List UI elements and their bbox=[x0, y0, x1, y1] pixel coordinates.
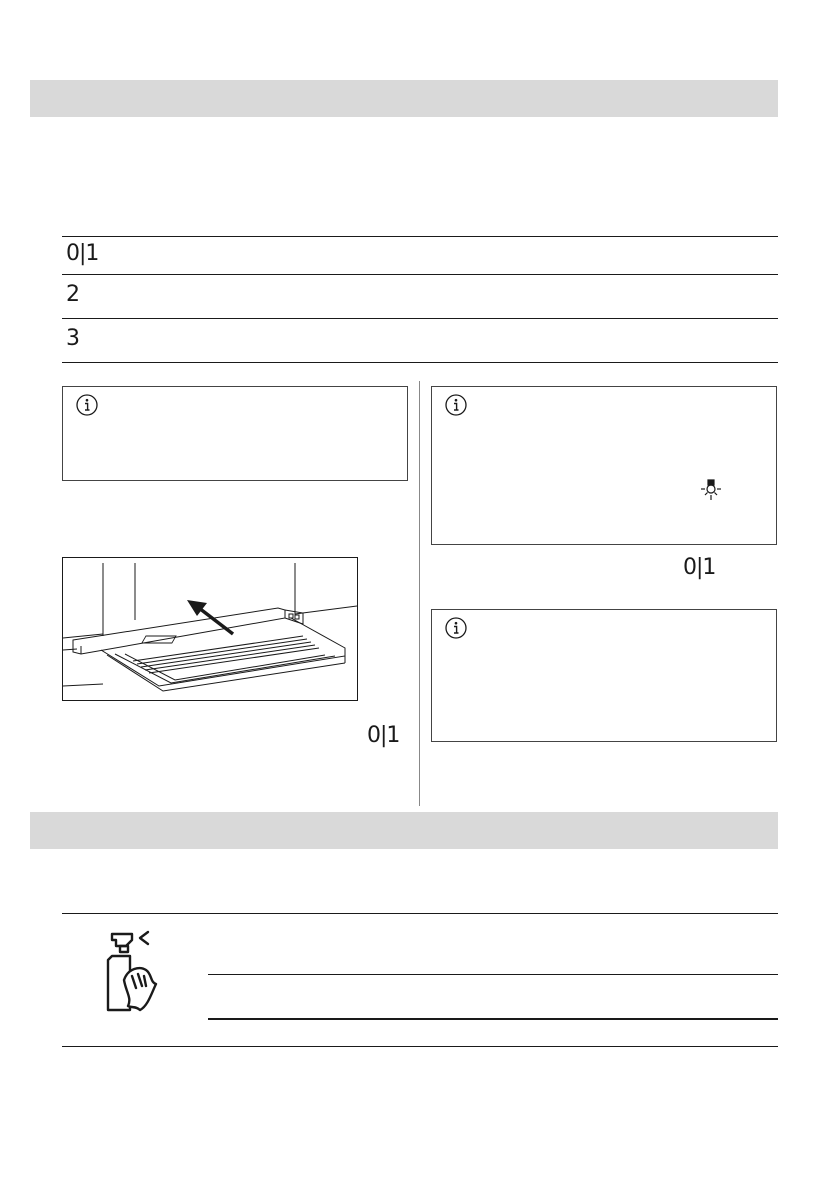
range-hood-drawing bbox=[63, 558, 357, 700]
info-icon bbox=[444, 616, 468, 640]
left-symbol-on-off: 0|1 bbox=[367, 723, 400, 748]
section-header-bar-2 bbox=[30, 812, 778, 849]
table-symbol-speed-3: 3 bbox=[66, 326, 79, 351]
table-rule bbox=[62, 318, 778, 319]
arrow-icon bbox=[187, 600, 233, 634]
cleaning-table-rule bbox=[208, 974, 778, 975]
table-symbol-speed-2: 2 bbox=[66, 282, 79, 307]
table-symbol-on-off: 0|1 bbox=[66, 241, 99, 266]
table-rule-bottom bbox=[62, 362, 778, 363]
info-box-right-1 bbox=[431, 386, 777, 545]
right-symbol-on-off: 0|1 bbox=[683, 555, 716, 580]
table-rule bbox=[62, 274, 778, 275]
cleaning-table-rule-bottom bbox=[62, 1046, 778, 1047]
table-rule-top bbox=[62, 236, 778, 237]
cleaning-table-rule bbox=[208, 1018, 778, 1020]
info-icon bbox=[75, 393, 99, 417]
cleaning-table-rule-top bbox=[62, 913, 778, 914]
info-box-left bbox=[62, 386, 408, 481]
light-bulb-icon bbox=[698, 477, 724, 503]
column-divider bbox=[419, 381, 420, 806]
info-box-right-2 bbox=[431, 609, 777, 742]
section-header-bar-1 bbox=[30, 80, 778, 117]
spray-bottle-cloth-icon bbox=[102, 926, 162, 1014]
info-icon bbox=[444, 393, 468, 417]
hood-illustration bbox=[62, 557, 358, 701]
